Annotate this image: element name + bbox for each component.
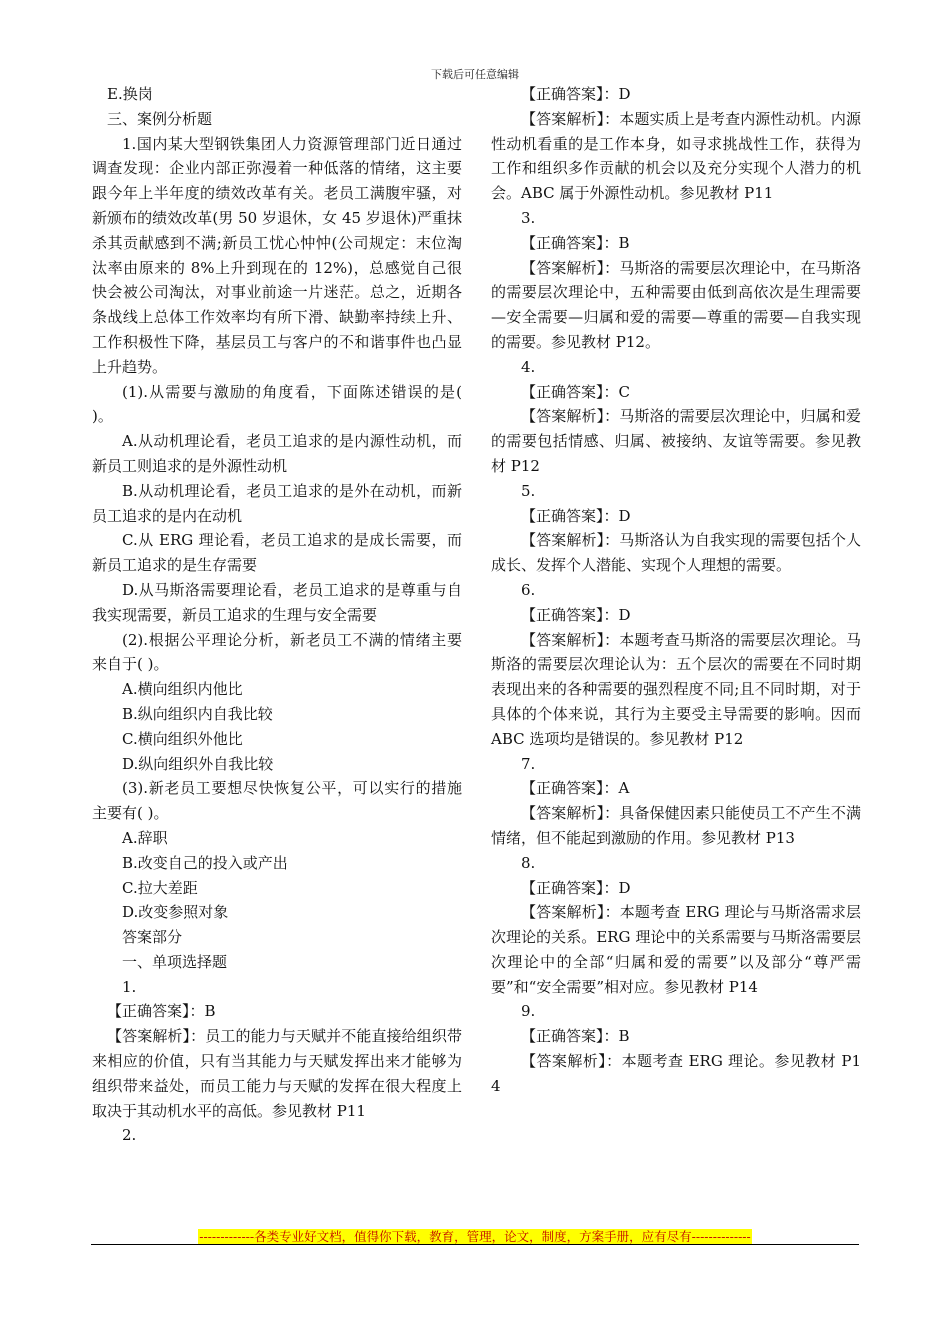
q2-option-d: D.纵向组织外自我比较 xyxy=(122,754,274,773)
answer-explanation: 【答案解析】：本题实质上是考查内源性动机。内源性动机看重的是工作本身，如寻求挑战性工作，获得为工作和组织多作贡献的机会以及充分实现个人潜力的机会。ABC 属于外源性动机。参见教材 P11 xyxy=(491,109,861,203)
q2-option-c: C.横向组织外他比 xyxy=(122,729,243,748)
page-header: 下载后可任意编辑 xyxy=(431,68,519,81)
answer-explanation: 【答案解析】：本题考查 ERG 理论。参见教材 P14 xyxy=(491,1052,861,1095)
correct-answer: 【正确答案】：B xyxy=(521,1027,630,1046)
question-1: (1).从需要与激励的角度看，下面陈述错误的是( )。 xyxy=(92,382,462,426)
footer-banner xyxy=(0,1226,950,1245)
answer-number: 3. xyxy=(521,208,536,227)
answer-explanation: 【答案解析】：马斯洛的需要层次理论中，归属和爱的需要包括情感、归属、被接纳、友谊等需要。参见教材 P12 xyxy=(491,407,861,475)
q1-option-d: D.从马斯洛需要理论看，老员工追求的是尊重与自我实现需要，新员工追求的生理与安全需要 xyxy=(92,580,462,624)
question-2: (2).根据公平理论分析，新老员工不满的情绪主要来自于( )。 xyxy=(92,630,462,674)
q1-option-a: A.从动机理论看，老员工追求的是内源性动机，而新员工则追求的是外源性动机 xyxy=(92,432,462,475)
answer-number: 6. xyxy=(521,580,536,599)
correct-answer: 【正确答案】：A xyxy=(521,779,630,798)
q2-option-b: B.纵向组织内自我比较 xyxy=(122,704,273,723)
answer-explanation: 【答案解析】：员工的能力与天赋并不能直接给组织带来相应的价值，只有当其能力与天赋发挥出来才能够为组织带来益处，而员工能力与天赋的发挥在很大程度上取决于其动机水平的高低。参见教材 P11 xyxy=(92,1027,462,1120)
answer-explanation: 【答案解析】：本题考查 ERG 理论与马斯洛需求层次理论的关系。ERG 理论中的关系需要与马斯洛需要层次理论中的全部“归属和爱的需要”以及部分“尊严需要”和“安全需要”相对应。参见教材 P14 xyxy=(491,903,861,996)
answer-number: 1. xyxy=(122,977,137,996)
case-text: 1.国内某大型钢铁集团人力资源管理部门近日通过调查发现：企业内部正弥漫着一种低落的情绪，这主要跟今年上半年度的绩效改革有关。老员工满腹牢骚，对新颁布的绩效改革(男 50 岁退休，女 45 岁退休)严重抹杀其贡献感到不满;新员工忧心忡忡(公司规定：末位淘汰率由原来的 8%上升到现在的 12%)，总感觉自己很快会被公司淘汰，对事业前途一片迷茫。总之，近期各条战线上总体工作效率均有所下滑、缺勤率持续上升、工作积极性下降，基层员工与客户的不和谐事件也凸显上升趋势。 xyxy=(92,134,462,376)
correct-answer: 【正确答案】：D xyxy=(521,605,631,624)
q3-option-d: D.改变参照对象 xyxy=(122,903,229,922)
q3-option-b: B.改变自己的投入或产出 xyxy=(122,853,288,872)
q1-option-c: C.从 ERG 理论看，老员工追求的是成长需要，而新员工追求的是生存需要 xyxy=(92,531,462,575)
q3-option-a: A.辞职 xyxy=(122,828,168,847)
left-column xyxy=(92,82,462,1148)
q2-option-a: A.横向组织内他比 xyxy=(122,680,243,699)
section-heading-case-analysis: 三、案例分析题 xyxy=(107,109,213,128)
answer-number: 7. xyxy=(521,754,536,773)
right-column xyxy=(491,82,861,1099)
correct-answer: 【正确答案】：B xyxy=(107,1002,216,1021)
option-e: E.换岗 xyxy=(107,85,153,103)
answer-explanation: 【答案解析】：马斯洛认为自我实现的需要包括个人成长、发挥个人潜能、实现个人理想的需要。 xyxy=(491,531,861,575)
answer-number: 4. xyxy=(521,357,536,376)
answer-number: 8. xyxy=(521,853,536,872)
correct-answer: 【正确答案】：D xyxy=(521,878,631,897)
question-3: (3).新老员工要想尽快恢复公平，可以实行的措施主要有( )。 xyxy=(92,779,462,823)
q3-option-c: C.拉大差距 xyxy=(122,878,198,897)
answer-number: 2. xyxy=(122,1126,137,1145)
answer-explanation: 【答案解析】：具备保健因素只能使员工不产生不满情绪，但不能起到激励的作用。参见教材 P13 xyxy=(491,804,861,847)
footer-banner-text: -------------各类专业好文档，值得你下载，教育，管理，论文，制度，方案手册，应有尽有-------------- xyxy=(199,1229,751,1244)
footer-divider xyxy=(91,1244,859,1245)
correct-answer: 【正确答案】：D xyxy=(521,85,631,103)
answer-section-heading: 答案部分 xyxy=(122,928,183,947)
answer-explanation: 【答案解析】：马斯洛的需要层次理论中，在马斯洛的需要层次理论中，五种需要由低到高依次是生理需要—安全需要—归属和爱的需要—尊重的需要—自我实现的需要。参见教材 P12。 xyxy=(491,258,861,351)
correct-answer: 【正确答案】：D xyxy=(521,506,631,525)
q1-option-b: B.从动机理论看，老员工追求的是外在动机，而新员工追求的是内在动机 xyxy=(92,481,462,525)
correct-answer: 【正确答案】：B xyxy=(521,233,630,252)
answer-number: 9. xyxy=(521,1002,536,1021)
correct-answer: 【正确答案】：C xyxy=(521,382,630,401)
answer-number: 5. xyxy=(521,481,536,500)
single-choice-heading: 一、单项选择题 xyxy=(122,952,228,971)
answer-explanation: 【答案解析】：本题考查马斯洛的需要层次理论。马斯洛的需要层次理论认为：五个层次的需要在不同时期表现出来的各种需要的强烈程度不同;且不同时期，对于具体的个体来说，其行为主要受主导需要的影响。因而 ABC 选项均是错误的。参见教材 P12 xyxy=(491,630,861,748)
